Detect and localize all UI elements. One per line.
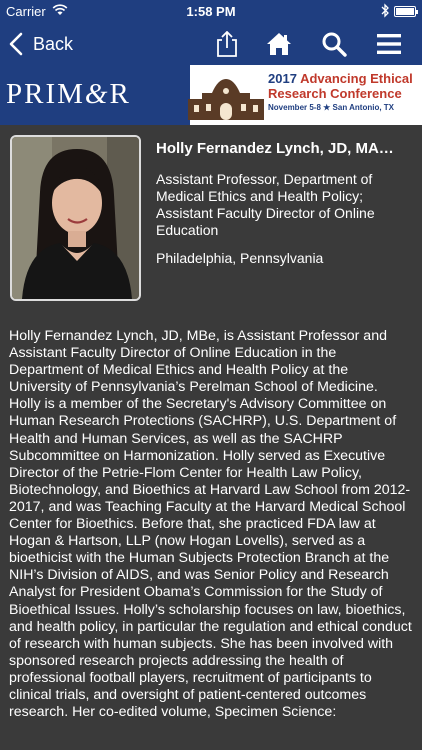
- conference-dates: November 5-8 ★ San Antonio, TX: [268, 103, 395, 112]
- conference-info: [268, 71, 420, 112]
- speaker-photo: [10, 135, 141, 301]
- chevron-left-icon: [8, 32, 24, 56]
- conference-banner: [0, 65, 422, 125]
- conference-title: 2017 Advancing Ethical Research Conference: [268, 71, 413, 101]
- clock: 1:58 PM: [186, 4, 236, 19]
- home-icon[interactable]: [266, 31, 292, 57]
- bluetooth-icon: [380, 3, 390, 18]
- portrait-illustration: [12, 137, 139, 299]
- speaker-title: Assistant Professor, Department of Medical Ethics and Health Policy; Assistant Faculty Director of Online Education: [156, 171, 375, 238]
- carrier-label: Carrier: [6, 4, 46, 19]
- search-icon[interactable]: [321, 31, 347, 57]
- back-button[interactable]: [8, 30, 73, 58]
- alamo-building-illustration: [188, 75, 264, 120]
- status-bar: [0, 0, 422, 22]
- menu-icon[interactable]: [376, 31, 402, 57]
- back-label: Back: [33, 33, 74, 54]
- speaker-location: Philadelphia, Pennsylvania: [156, 250, 324, 266]
- nav-bar: [0, 22, 422, 65]
- share-icon[interactable]: [214, 31, 240, 57]
- speaker-name: Holly Fernandez Lynch, JD, MA…: [156, 140, 394, 157]
- speaker-bio: Holly Fernandez Lynch, JD, MBe, is Assistant Professor and Assistant Faculty Director of Online Education in the Department of Medical Ethics and Health Policy at the University of Pennsylvania’s Perelman School of Medicine. Holly is a member of the Secretary's Advisory Committee on Human Research Protections (SACHRP), U.S. Department of Health and Human Services, as well as the SACHRP Subcommittee on Harmonization. Holly served as Executive Director of the Petrie-Flom Center for Health Law Policy, Biotechnology, and Bioethics at Harvard Law School from 2012-2017, and was Teaching Faculty at the Harvard Medical School Center for Bioethics. Before that, she practiced FDA law at Hogan & Hartson, LLP (now Hogan Lovells), served as a bioethicist with the Human Subjects Protection Branch at the NIH’s Division of AIDS, and was Senior Policy and Research Analyst for President Obama’s Commission for the Study of Bioethical Issues. Holly’s scholarship focuses on law, bioethics, and health policy, in particular the regulation and ethical conduct of research with human subjects. She has been involved with sponsored research projects addressing the health of professional football players, recruitment of participants to clinical trials, and oversight of patient-centered outcomes research. Her co-edited volume, Specimen Science:: [9, 328, 412, 721]
- primer-logo: PRIM&R: [6, 78, 131, 110]
- battery-icon: [394, 6, 416, 17]
